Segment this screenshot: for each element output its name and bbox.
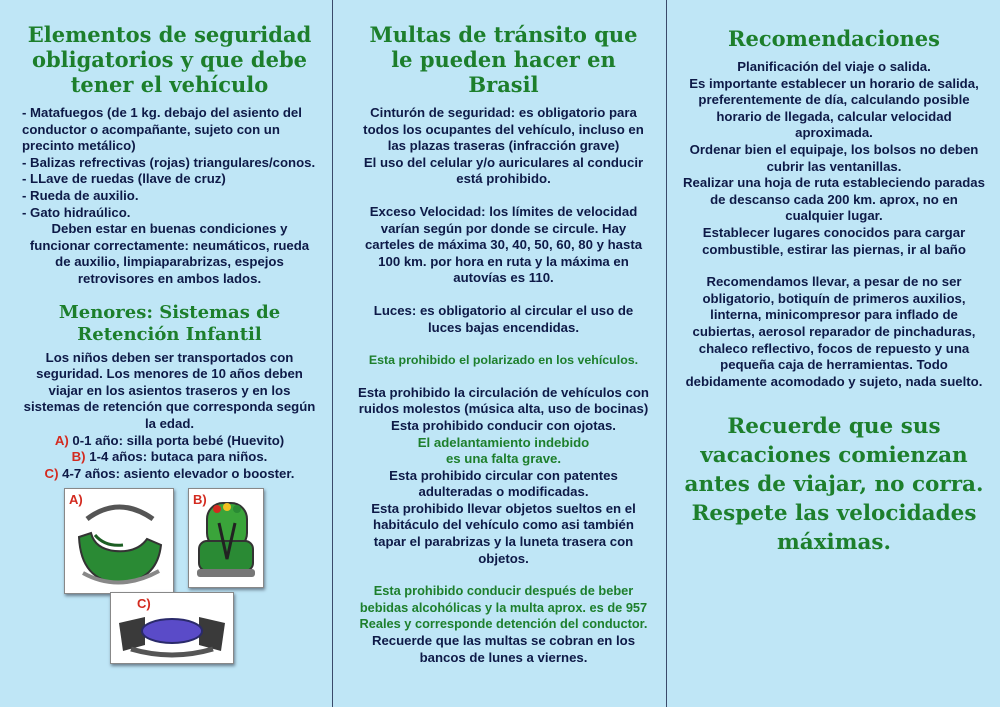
condition-note: Deben estar en buenas condiciones y funcionar correctamente: neumáticos, rueda de auxilio, limpiaparabrizas, espejos retrovisores en ambos lados. [29,221,310,286]
age-letter: B) [71,449,86,465]
age-item-a [22,433,317,450]
booster-seat-icon [111,593,233,663]
list-item: - Balizas refrectivas (rojas) triangulares/conos. [22,154,316,170]
overtaking-rule-line1: El adelantamiento indebido [417,434,590,450]
alcohol-rule: Esta prohibido conducir después de beber bebidas alcohólicas y la multa aprox. es de 957 Reales y corresponde detención del conductor. [359,583,648,632]
required-items-list [22,105,317,221]
seatbelt-rule: Cinturón de seguridad: es obligatorio para todos los ocupantes del vehículo, incluso en las plazas traseras (infracción grave) [363,105,644,154]
child-restraint-title: Menores: Sistemas de Retención Infantil [58,301,281,345]
age-text: 4-7 años: asiento elevador o booster. [58,465,295,481]
loose-objects-rule: Esta prohibido llevar objetos sueltos en el habitáculo del vehículo como asi también tapar el parabrizas y la luneta trasera con objetos. [371,500,636,566]
luggage-tip: Ordenar bien el equipaje, los bolsos no deben cubrir las ventanillas. [689,141,979,174]
fines-payment-note: Recuerde que las multas se cobran en los bancos de lunes a viernes. [371,633,636,665]
closing-message: Recuerde que sus vacaciones comienzan antes de viajar, no corra. Respete las velocidades máximas. [684,414,984,556]
list-item: - Rueda de auxilio. [22,187,139,203]
seat-label-a: A) [69,492,83,508]
infant-carrier-image [64,488,174,594]
age-item-b [22,449,317,466]
phone-rule: El uso del celular y/o auriculares al conducir está prohibido. [363,154,644,187]
safety-elements-title: Elementos de seguridad obligatorios y que debe tener el vehículo [27,22,312,97]
age-letter: A) [54,432,69,448]
route-sheet-tip: Realizar una hoja de ruta estableciendo paradas de descanso cada 200 km. aprox, no en cualquier lugar. [683,175,985,224]
emergency-kit-tip: Recomendamos llevar, a pesar de no ser obligatorio, botiquín de primeros auxilios, linterna, minicompresor para inflado de cubiertas, aerosol reparador de pinchaduras, chaleco reflectivo, focos de repuesto y una pequeña caja de herramientas. Todo debidamente acomodado y sujeto, nada suelto. [685,274,983,389]
brazil-fines-title: Multas de tránsito que le pueden hacer en Brasil [369,22,638,97]
age-text: 0-1 año: silla porta bebé (Huevito) [68,432,285,448]
tint-rule: Esta prohibido el polarizado en los vehículos. [368,353,639,368]
age-letter: C) [44,465,59,481]
recommendations-title: Recomendaciones [728,26,940,51]
known-stops-tip: Establecer lugares conocidos para cargar combustible, estirar las piernas, ir al baño [702,224,966,257]
noise-rule: Esta prohibido la circulación de vehículos con ruidos molestos (música alta, uso de bocinas) [358,384,649,417]
flipflops-rule: Esta prohibido conducir con ojotas. [391,417,616,433]
seat-label-c: C) [137,596,151,612]
age-item-c [22,466,317,483]
list-item: - Matafuegos (de 1 kg. debajo del asiento del conductor o acompañante, sujeto con un precinto metálico) [22,105,302,154]
departure-schedule: Es importante establecer un horario de salida, preferentemente de día, calculando posible horario de llegada, calcular velocidad aproximada. [689,75,979,141]
seat-label-b: B) [193,492,207,508]
child-seat-image [188,488,264,588]
speed-rule: Exceso Velocidad: los límites de velocidad varían según por donde se circule. Hay carteles de máxima 30, 40, 50, 60, 80 y hasta 100 km. por hora en ruta y la máxima en autovías es 110. [364,203,643,286]
booster-seat-image [110,592,234,664]
overtaking-rule-line2: es una falta grave. [445,451,562,467]
age-text: 1-4 años: butaca para niños. [85,449,268,465]
children-intro: Los niños deben ser transportados con seguridad. Los menores de 10 años deben viajar en los asientos traseros y en los sistemas de retención que corresponda según la edad. [23,349,316,431]
plates-rule: Esta prohibido circular con patentes adulteradas o modificadas. [389,467,618,500]
lights-rule: Luces: es obligatorio al circular el uso de luces bajas encendidas. [373,302,634,335]
brazil-fines-panel [334,0,667,707]
child-seat-illustrations [22,488,317,673]
trip-planning: Planificación del viaje o salida. [737,59,931,74]
recommendations-panel [668,0,1000,707]
list-item: - LLave de ruedas (llave de cruz) [22,171,226,187]
safety-elements-panel [0,0,333,707]
list-item: - Gato hidraúlico. [22,204,131,220]
